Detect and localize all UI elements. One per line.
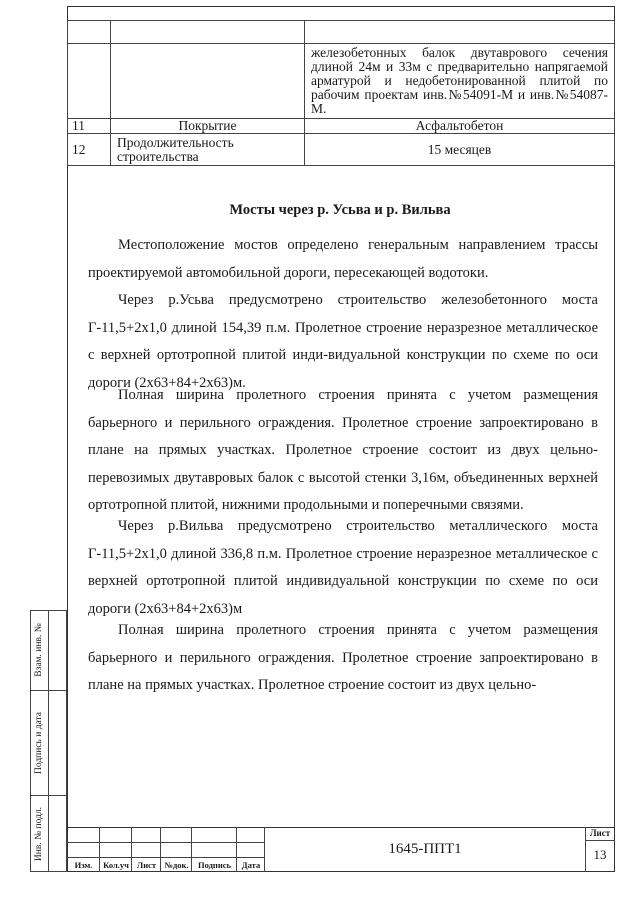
col-list-label: Лист (136, 860, 157, 870)
row-value: 15 месяцев (305, 134, 615, 166)
margin-stamp-divider (48, 610, 49, 872)
paragraph: Местоположение мостов определено генеральным направлением трассы проектируемой автомобильной дороги, пересекающей водотоки. (88, 237, 598, 281)
row-value: Асфальтобетон (305, 119, 615, 134)
margin-label-podpis: Подпись и дата (34, 711, 45, 774)
sheet-number: 13 (593, 847, 607, 862)
row-number: 12 (68, 134, 111, 166)
table-row (68, 44, 615, 119)
paragraph: Через р.Усьва предусмотрено строительство железобетонного моста Г-11,5+2х1,0 длиной 154,39 п.м. Пролетное строение неразрезное металлическое с верхней ортотропной плитой инди-видуальной конструкции по схеме по оси дороги (2х63+84+2х63)м. (88, 292, 598, 391)
table-row (68, 21, 615, 44)
margin-label-inv: Инв. № подл. (34, 806, 45, 861)
col-koluch-label: Кол.уч (103, 860, 129, 870)
row-number (68, 44, 111, 119)
col-izm-label: Изм. (74, 860, 93, 870)
paragraph: Через р.Вильва предусмотрено строительство металлического моста Г-11,5+2х1,0 длиной 336,8 п.м. Пролетное строение неразрезное металлическое с верхней ортотропной плитой индивидуальной конструкции по схеме по оси дороги (2х63+84+2х63)м (88, 518, 598, 617)
row-number (68, 21, 111, 44)
section-heading: Мосты через р. Усьва и р. Вильва (229, 202, 451, 218)
margin-label-vzam: Взам. инв. № (34, 623, 45, 677)
row-name (111, 44, 305, 119)
row-name: Покрытие (111, 119, 305, 134)
sheet-label: Лист (589, 828, 611, 838)
table-row (68, 119, 615, 134)
table-row (68, 134, 615, 166)
col-podpis-label: Подпись (198, 860, 231, 870)
col-data-label: Дата (241, 860, 261, 870)
document-code: 1645-ППТ1 (388, 841, 462, 857)
paragraph: Полная ширина пролетного строения принята с учетом размещения барьерного и перильного ограждения. Пролетное строение запроектировано в плане на прямых участках. Пролетное строение состоит из двух цельно-перевозимых двутавровых балок с высотой стенки 3,16м, объединенных верхней ортотропной плитой, нижними продольными и поперечными связями. (88, 387, 598, 513)
col-ndok-label: №док. (164, 860, 189, 870)
spec-table (67, 20, 615, 166)
sheet-box-divider (585, 840, 615, 841)
row-number: 11 (68, 119, 111, 134)
row-name: Продолжительность строительства (111, 134, 305, 166)
row-value (305, 21, 615, 44)
row-value: железобетонных балок двутаврового сечения длиной 24м и 33м с предварительно напрягаемой арматурой и недобетонированной плитой по рабочим проектам инв.№54091-М и инв.№54087-М. (305, 44, 615, 119)
paragraph: Полная ширина пролетного строения принята с учетом размещения барьерного и перильного ограждения. Пролетное строение запроектировано в плане на прямых участках. Пролетное строение состоит из двух цельно- (88, 622, 598, 693)
row-name (111, 21, 305, 44)
